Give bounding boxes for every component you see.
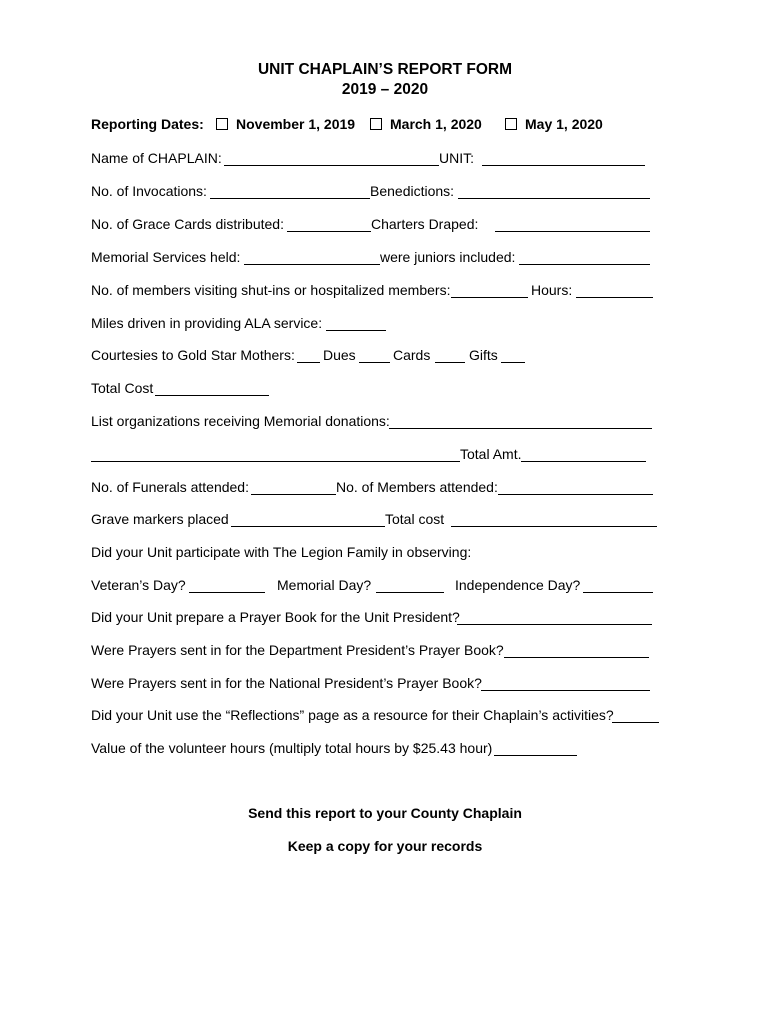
memorial-orgs-row [91,413,660,431]
miles-field[interactable] [326,316,386,331]
memorial-services-row [91,249,660,267]
hours-field[interactable] [576,283,653,298]
total-cost-field[interactable] [155,381,269,396]
hours-label: Hours: [531,282,573,298]
grave-markers-field[interactable] [231,512,385,527]
natl-prayers-field[interactable] [481,676,650,691]
option-march[interactable]: March 1, 2020 [370,116,482,132]
members-attended-label: No. of Members attended: [336,479,498,495]
checkbox-icon[interactable] [505,118,517,130]
observances-row [91,577,660,595]
total-cost-label: Total Cost [91,380,154,396]
volunteer-value-field[interactable] [494,741,577,756]
cards-label: Cards [393,347,431,363]
total-amt-field[interactable] [521,447,646,462]
chaplain-name-label: Name of CHAPLAIN: [91,150,222,166]
total-cost-b-label: Total cost [385,511,445,527]
legion-family-label: Did your Unit participate with The Legion Family in observing: [91,544,472,560]
dues-label: Dues [323,347,356,363]
memorial-services-label: Memorial Services held: [91,249,241,265]
total-cost-row [91,380,660,398]
members-visiting-row [91,282,660,300]
miles-row [91,315,660,333]
juniors-field[interactable] [519,250,650,265]
dept-prayers-label: Were Prayers sent in for the Department President’s Prayer Book? [91,642,504,658]
prayer-book-label: Did your Unit prepare a Prayer Book for the Unit President? [91,609,460,625]
form-title: UNIT CHAPLAIN’S REPORT FORM [257,61,513,78]
natl-prayers-row [91,675,660,693]
benedictions-field[interactable] [458,184,650,199]
gifts-field[interactable] [501,348,525,363]
volunteer-value-label: Value of the volunteer hours (multiply total hours by $25.43 hour) [91,740,493,756]
option-november[interactable]: November 1, 2019 [216,116,355,132]
reporting-dates-label: Reporting Dates: [91,116,204,132]
cards-field[interactable] [435,348,465,363]
dept-prayers-row [91,642,660,660]
total-amt-label: Total Amt. [460,446,522,462]
miles-label: Miles driven in providing ALA service: [91,315,323,331]
checkbox-icon[interactable] [370,118,382,130]
chaplain-name-field[interactable] [224,151,439,166]
grace-cards-row [91,216,660,234]
veterans-day-label: Veteran’s Day? [91,577,186,593]
courtesies-field[interactable] [297,348,320,363]
memorial-day-field[interactable] [376,578,444,593]
grave-markers-label: Grave markers placed [91,511,229,527]
memorial-services-field[interactable] [244,250,380,265]
funerals-row [91,479,660,497]
memorial-orgs-field-2[interactable] [91,447,460,462]
grave-markers-row [91,511,660,529]
funerals-label: No. of Funerals attended: [91,479,249,495]
members-attended-field[interactable] [498,480,653,495]
independence-day-label: Independence Day? [455,577,581,593]
courtesies-row [91,347,660,365]
chaplain-row [91,150,660,168]
invocations-label: No. of Invocations: [91,183,207,199]
funerals-field[interactable] [251,480,336,495]
veterans-day-field[interactable] [189,578,265,593]
dues-field[interactable] [359,348,390,363]
prayer-book-row [91,609,660,627]
checkbox-icon[interactable] [216,118,228,130]
reflections-label: Did your Unit use the “Reflections” page as a resource for their Chaplain’s activities? [91,707,614,723]
members-visiting-label: No. of members visiting shut-ins or hospitalized members: [91,282,451,298]
invocations-row [91,183,660,201]
reflections-row [91,707,670,725]
memorial-orgs-field[interactable] [389,414,652,429]
total-amt-row [91,446,660,464]
juniors-label: were juniors included: [380,249,516,265]
gifts-label: Gifts [469,347,498,363]
natl-prayers-label: Were Prayers sent in for the National President’s Prayer Book? [91,675,482,691]
invocations-field[interactable] [210,184,370,199]
charters-draped-field[interactable] [495,217,650,232]
grace-cards-label: No. of Grace Cards distributed: [91,216,284,232]
memorial-orgs-label: List organizations receiving Memorial donations: [91,413,390,429]
option-may[interactable]: May 1, 2020 [505,116,603,132]
legion-family-row [91,544,660,562]
prayer-book-field[interactable] [457,610,652,625]
total-cost-b-field[interactable] [451,512,657,527]
form-year: 2019 – 2020 [341,81,429,98]
grace-cards-field[interactable] [287,217,371,232]
courtesies-label: Courtesies to Gold Star Mothers: [91,347,295,363]
unit-label: UNIT: [439,150,474,166]
memorial-day-label: Memorial Day? [277,577,372,593]
reporting-dates-row [91,116,660,134]
reflections-field[interactable] [612,708,659,723]
members-visiting-field[interactable] [451,283,528,298]
volunteer-value-row [91,740,660,758]
benedictions-label: Benedictions: [370,183,455,199]
charters-draped-label: Charters Draped: [371,216,479,232]
independence-day-field[interactable] [583,578,653,593]
send-report-note: Send this report to your County Chaplain [248,805,522,821]
unit-field[interactable] [482,151,645,166]
dept-prayers-field[interactable] [504,643,649,658]
keep-copy-note: Keep a copy for your records [287,838,483,854]
